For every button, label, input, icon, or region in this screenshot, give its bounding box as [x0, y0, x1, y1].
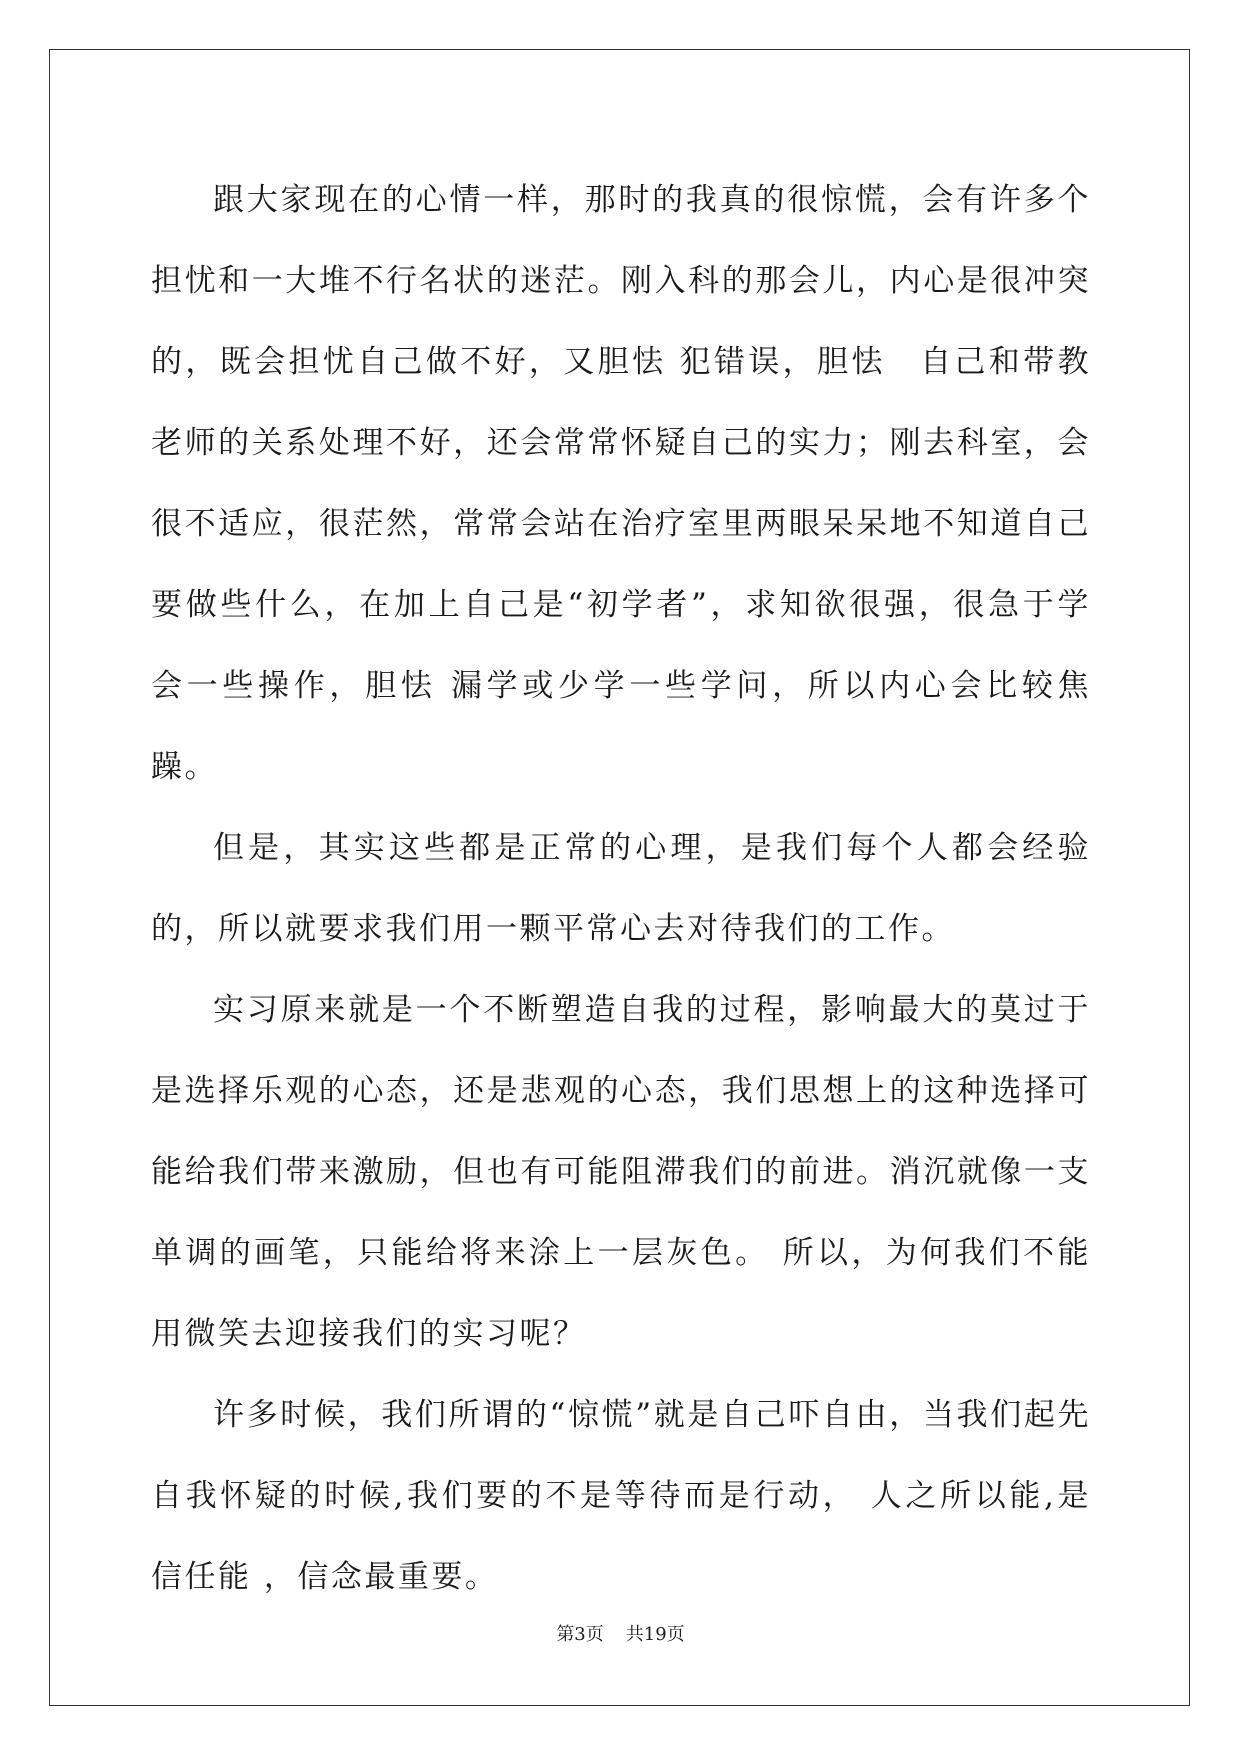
- paragraph-4: 许多时候，我们所谓的“惊慌”就是自己吓自由，当我们起先自我怀疑的时候,我们要的不是等待而是行动， 人之所以能,是信任能 ，信念最重要。: [151, 1397, 1091, 1595]
- paragraph-2: 但是，其实这些都是正常的心理，是我们每个人都会经验的，所以就要求我们用一颗平常心去对待我们的工作。: [151, 830, 1091, 947]
- page-number-current: 第3页: [556, 1624, 604, 1645]
- paragraph-3: 实习原来就是一个不断塑造自我的过程，影响最大的莫过于是选择乐观的心态，还是悲观的心态，我们思想上的这种选择可能给我们带来激励，但也有可能阻滞我们的前进。消沉就像一支单调的画笔，只能给将来涂上一层灰色。 所以，为何我们不能用微笑去迎接我们的实习呢？: [151, 992, 1091, 1352]
- document-body: [151, 160, 1091, 1618]
- paragraph-1: 跟大家现在的心情一样，那时的我真的很惊慌，会有许多个担忧和一大堆不行名状的迷茫。刚入科的那会儿，内心是很冲突的，既会担忧自己做不好，又胆怯 犯错误，胆怯 自己和带教老师的关系处理不好，还会常常怀疑自己的实力；刚去科室，会很不适应，很茫然，常常会站在治疗室里两眼呆呆地不知道自己要做些什么，在加上自己是“初学者”，求知欲很强，很急于学会一些操作，胆怯 漏学或少学一些学问，所以内心会比较焦躁。: [151, 182, 1091, 785]
- page-number-total: 共19页: [625, 1624, 685, 1645]
- page-footer: [0, 1623, 1241, 1647]
